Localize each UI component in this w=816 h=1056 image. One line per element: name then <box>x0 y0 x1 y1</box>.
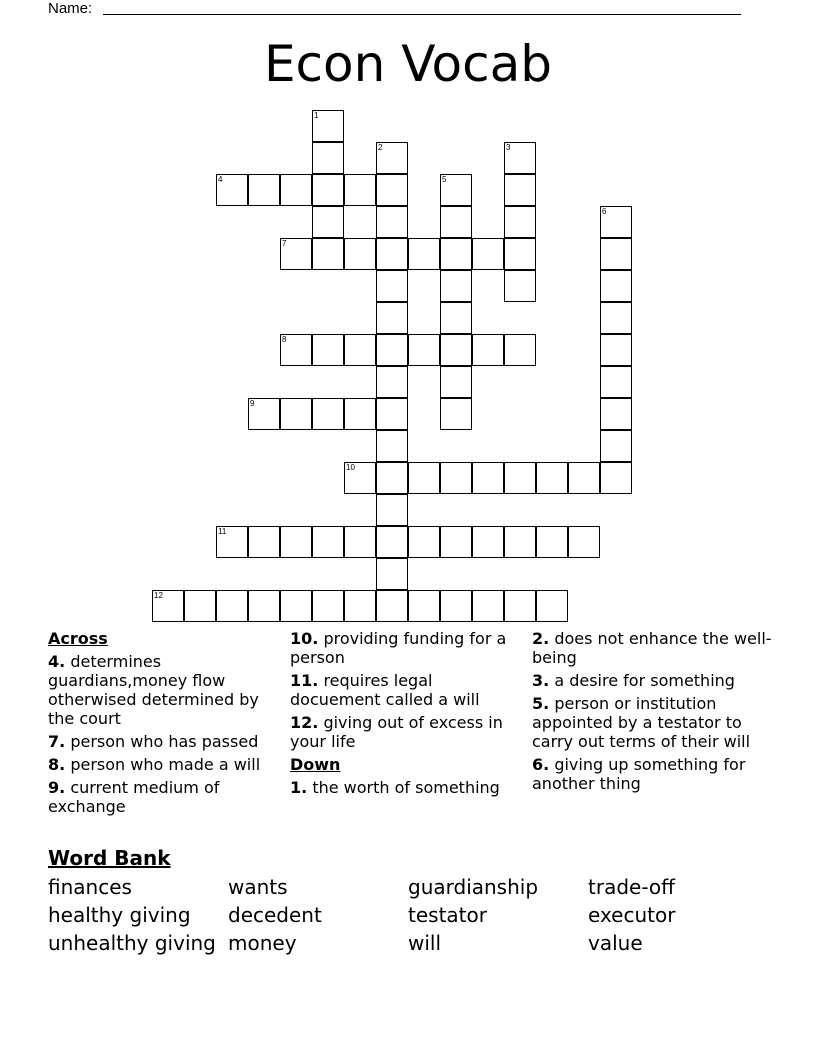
crossword-cell[interactable] <box>216 526 248 558</box>
crossword-cell[interactable] <box>312 206 344 238</box>
crossword-cell[interactable] <box>440 366 472 398</box>
clue-number: 11 <box>218 527 227 536</box>
clue-across-9: 9. current medium of exchange <box>48 778 220 816</box>
clue-number: 4 <box>218 175 223 184</box>
word-bank-item: guardianship <box>408 875 539 899</box>
crossword-cell[interactable] <box>312 110 344 142</box>
clue-across-4: 4. determines guardians,money flow otherwised determined by the court <box>48 652 259 728</box>
crossword-cell[interactable] <box>376 334 408 366</box>
crossword-cell[interactable] <box>248 174 280 206</box>
down-heading: Down <box>290 755 341 774</box>
crossword-cell[interactable] <box>344 334 376 366</box>
crossword-cell[interactable] <box>376 398 408 430</box>
crossword-cell[interactable] <box>344 398 376 430</box>
crossword-cell[interactable] <box>504 238 536 270</box>
crossword-cell[interactable] <box>536 526 568 558</box>
clue-number: 2 <box>378 143 383 152</box>
clue-number: 8 <box>282 335 287 344</box>
clues-column-3 <box>532 629 777 797</box>
clue-number: 9 <box>250 399 255 408</box>
crossword-cell[interactable] <box>344 526 376 558</box>
crossword-cell[interactable] <box>600 462 632 494</box>
crossword-cell[interactable] <box>312 526 344 558</box>
crossword-cell[interactable] <box>440 302 472 334</box>
crossword-cell[interactable] <box>536 462 568 494</box>
word-bank-item: value <box>588 931 643 955</box>
crossword-cell[interactable] <box>376 270 408 302</box>
crossword-cell[interactable] <box>408 462 440 494</box>
crossword-cell[interactable] <box>408 590 440 622</box>
crossword-cell[interactable] <box>408 526 440 558</box>
clue-number: 12 <box>154 591 163 600</box>
crossword-cell[interactable] <box>600 238 632 270</box>
word-bank-item: unhealthy giving <box>48 931 216 955</box>
clue-down-5: 5. person or institution appointed by a testator to carry out terms of their will <box>532 694 751 751</box>
crossword-cell[interactable] <box>440 174 472 206</box>
word-bank-item: will <box>408 931 442 955</box>
clue-number: 7 <box>282 239 287 248</box>
crossword-cell[interactable] <box>376 526 408 558</box>
crossword-cell[interactable] <box>216 174 248 206</box>
crossword-cell[interactable] <box>440 526 472 558</box>
clue-across-11: 11. requires legal docuement called a will <box>290 671 480 709</box>
crossword-cell[interactable] <box>504 270 536 302</box>
word-bank-item: wants <box>228 875 288 899</box>
crossword-cell[interactable] <box>312 334 344 366</box>
clues-column-1 <box>48 629 283 820</box>
crossword-cell[interactable] <box>344 174 376 206</box>
crossword-cell[interactable] <box>440 398 472 430</box>
crossword-cell[interactable] <box>408 238 440 270</box>
crossword-cell[interactable] <box>248 398 280 430</box>
clue-number: 6 <box>602 207 607 216</box>
crossword-cell[interactable] <box>376 430 408 462</box>
crossword-cell[interactable] <box>440 238 472 270</box>
crossword-cell[interactable] <box>280 238 312 270</box>
crossword-cell[interactable] <box>280 334 312 366</box>
crossword-cell[interactable] <box>248 526 280 558</box>
crossword-cell[interactable] <box>472 462 504 494</box>
word-bank-item: testator <box>408 903 487 927</box>
crossword-cell[interactable] <box>472 526 504 558</box>
crossword-cell[interactable] <box>152 590 184 622</box>
clue-down-2: 2. does not enhance the well-being <box>532 629 772 667</box>
crossword-cell[interactable] <box>440 334 472 366</box>
crossword-cell[interactable] <box>376 462 408 494</box>
crossword-cell[interactable] <box>504 526 536 558</box>
word-bank-item: money <box>228 931 297 955</box>
word-bank <box>48 873 768 957</box>
crossword-cell[interactable] <box>344 238 376 270</box>
crossword-cell[interactable] <box>376 206 408 238</box>
crossword-cell[interactable] <box>376 238 408 270</box>
crossword-cell[interactable] <box>472 590 504 622</box>
name-label: Name: <box>48 0 93 17</box>
crossword-cell[interactable] <box>600 398 632 430</box>
crossword-cell[interactable] <box>376 302 408 334</box>
crossword-cell[interactable] <box>600 430 632 462</box>
crossword-cell[interactable] <box>280 526 312 558</box>
crossword-cell[interactable] <box>600 206 632 238</box>
word-bank-item: executor <box>588 903 676 927</box>
crossword-cell[interactable] <box>504 174 536 206</box>
word-bank-item: decedent <box>228 903 322 927</box>
crossword-cell[interactable] <box>440 590 472 622</box>
clue-number: 10 <box>346 463 355 472</box>
crossword-cell[interactable] <box>600 334 632 366</box>
crossword-cell[interactable] <box>280 590 312 622</box>
clue-number: 5 <box>442 175 447 184</box>
crossword-cell[interactable] <box>344 590 376 622</box>
crossword-cell[interactable] <box>312 142 344 174</box>
crossword-cell[interactable] <box>248 590 280 622</box>
crossword-cell[interactable] <box>376 142 408 174</box>
crossword-cell[interactable] <box>504 142 536 174</box>
crossword-cell[interactable] <box>344 462 376 494</box>
clue-across-8: 8. person who made a will <box>48 755 261 774</box>
across-heading: Across <box>48 629 108 648</box>
crossword-cell[interactable] <box>504 334 536 366</box>
clue-number: 3 <box>506 143 511 152</box>
crossword-cell[interactable] <box>376 494 408 526</box>
crossword-cell[interactable] <box>376 174 408 206</box>
crossword-cell[interactable] <box>472 334 504 366</box>
crossword-cell[interactable] <box>312 590 344 622</box>
crossword-cell[interactable] <box>440 206 472 238</box>
crossword-cell[interactable] <box>216 590 248 622</box>
clue-down-3: 3. a desire for something <box>532 671 735 690</box>
crossword-cell[interactable] <box>376 366 408 398</box>
crossword-cell[interactable] <box>312 238 344 270</box>
clue-across-10: 10. providing funding for a person <box>290 629 507 667</box>
crossword-cell[interactable] <box>568 462 600 494</box>
crossword-cell[interactable] <box>504 206 536 238</box>
crossword-cell[interactable] <box>600 366 632 398</box>
crossword-cell[interactable] <box>504 590 536 622</box>
clue-down-1: 1. the worth of something <box>290 778 500 797</box>
word-bank-item: healthy giving <box>48 903 191 927</box>
crossword-cell[interactable] <box>280 398 312 430</box>
crossword-cell[interactable] <box>280 174 312 206</box>
crossword-cell[interactable] <box>472 238 504 270</box>
crossword-cell[interactable] <box>312 174 344 206</box>
clue-number: 1 <box>314 111 319 120</box>
clues-column-2 <box>290 629 525 801</box>
word-bank-item: trade-off <box>588 875 675 899</box>
crossword-cell[interactable] <box>312 398 344 430</box>
crossword-cell[interactable] <box>600 302 632 334</box>
crossword-cell[interactable] <box>440 270 472 302</box>
crossword-cell[interactable] <box>440 462 472 494</box>
crossword-cell[interactable] <box>184 590 216 622</box>
crossword-cell[interactable] <box>536 590 568 622</box>
crossword-cell[interactable] <box>600 270 632 302</box>
word-bank-title: Word Bank <box>48 846 171 870</box>
crossword-cell[interactable] <box>376 558 408 590</box>
clue-across-7: 7. person who has passed <box>48 732 259 751</box>
page-title: Econ Vocab <box>263 35 553 93</box>
crossword-cell[interactable] <box>568 526 600 558</box>
clue-across-12: 12. giving out of excess in your life <box>290 713 503 751</box>
word-bank-item: finances <box>48 875 132 899</box>
crossword-cell[interactable] <box>376 590 408 622</box>
crossword-cell[interactable] <box>408 334 440 366</box>
clue-down-6: 6. giving up something for another thing <box>532 755 746 793</box>
crossword-cell[interactable] <box>504 462 536 494</box>
